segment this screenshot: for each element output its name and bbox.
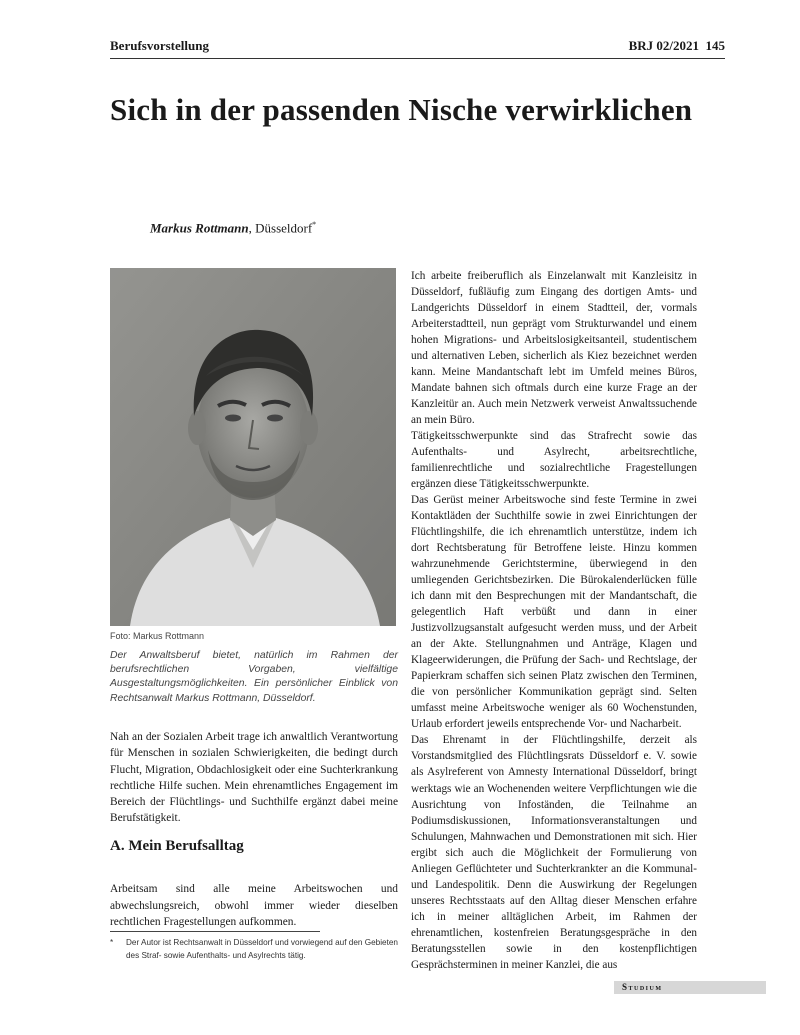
author-footnote-mark: *	[312, 220, 317, 229]
author-photo	[110, 268, 396, 626]
body-paragraph-3: Das Gerüst meiner Arbeitswoche sind feste Termine in zwei Kontaktläden der Suchthilfe sowie in zwei Einrichtungen der Flüchtlingshilfe, die ich ehrenamtlich unterstütze, indem ich dort Rechtsberatung für Betroffene leiste. Hinzu kommen wahrzunehmende Gerichtstermine, überwiegend in den umliegenden Gerichtsbezirken. Die Bürokalenderlücken fülle ich dann mit den Besprechungen mit der Mandantschaft, die gelegentlich Haft verbüßt und dann in einer Justizvollzugsanstalt aufgesucht werden muss, und der Arbeit an der Akte. Stellungnahmen und Anträge, Klagen und Klageerwiderungen, die Prüfung der Sach- und Rechtslage, der Papierkram schaffen sich seinen Platz zwischen den Terminen, die von persönlicher Kommunikation geprägt sind. Selten umfasst meine Arbeitswoche weniger als 60 Wochenstunden, Urlaub erfordert jeweils entsprechende Vor- und Nacharbeit.	[411, 494, 697, 731]
footer-label: Studium	[622, 982, 663, 992]
intro-paragraph	[110, 729, 398, 827]
article-title: Sich in der passenden Nische verwirklichen	[110, 92, 693, 127]
author-location: , Düsseldorf	[248, 220, 313, 236]
running-header-section: Berufsvorstellung	[110, 38, 209, 53]
body-paragraph-4: Das Ehrenamt in der Flüchtlingshilfe, derzeit als Vorstandsmitglied des Flüchtlingsrats Düsseldorf e. V. sowie als Asylreferent von Amnesty International Düsseldorf, bringt werktags wie an Wochenenden weitere Verpflichtungen wie die Ausrichtung von Infoständen, die Teilnahme an Podiumsdiskussionen, Informationsveranstaltungen und Schulungen, Mahnwachen und Demonstrationen mit sich. Hier ergibt sich auch die Möglichkeit der Formulierung von Anliegen Geflüchteter und Suchterkrankter an die Kommunal- und Landespolitik. Denn die Auswirkung der Regelungen unseres Rechtsstaats auf den Alltag dieser Menschen erfahre ich in meiner alltäglichen Arbeit, im Rahmen der ehrenamtlichen, kostenfreien Beratungsgespräche in den Beratungsstellen sowie in den kostenpflichtigen Gesprächsterminen in meiner Kanzlei, die aus	[411, 734, 697, 971]
footnote-mark: *	[110, 938, 114, 947]
page-number: 145	[705, 38, 725, 53]
section-a-text: Arbeitsam sind alle meine Arbeitswochen und abwechslungsreich, obwohl immer wieder dieselben rechtlichen Fragestellungen aufkommen.	[110, 883, 398, 928]
running-header-issue	[629, 38, 725, 54]
header-rule	[110, 58, 725, 59]
footnote-rule	[110, 931, 320, 932]
issue-label: BRJ 02/2021	[628, 38, 699, 53]
photo-credit: Foto: Markus Rottmann	[110, 631, 205, 641]
section-heading: A. Mein Berufsalltag	[110, 838, 244, 854]
right-column	[411, 268, 697, 973]
footnote	[110, 937, 398, 962]
author-photo-illustration	[110, 268, 396, 626]
footnote-text: Der Autor ist Rechtsanwalt in Düsseldorf und vorwiegend auf den Gebieten des Straf- sowie Aufenthalts- und Asylrechts tätig.	[126, 938, 398, 960]
body-paragraph-1: Ich arbeite freiberuflich als Einzelanwalt mit Kanzleisitz in Düsseldorf, fußläufig zum Eingang des dortigen Amts- und Landgerichts Düsseldorf in einem Stadtteil, der, vormals Arbeiterstadtteil, nun geprägt vom Strukturwandel und einem hohen Migrations- und Arbeitslosigkeitsanteil, studentischem und alternativen Leben, sicherlich als Kiez bezeichnet werden kann. Meine Mandantschaft lebt im Umfeld meines Büros, Mandate bahnen sich oftmals durch eine kurze Frage an der Kanzleitür an. Auch mein Netzwerk verweist Anwaltssuchende an mein Büro.	[411, 270, 697, 427]
body-paragraph-2: Tätigkeitsschwerpunkte sind das Strafrecht sowie das Aufenthalts- und Asylrecht, arbeitsrechtliche, familienrechtliche und sozialrechtliche Fragestellungen ergänzen diese Tätigkeitsschwerpunkte.	[411, 430, 697, 491]
author-name: Markus Rottmann	[150, 220, 249, 236]
photo-caption: Der Anwaltsberuf bietet, natürlich im Rahmen der berufsrechtlichen Vorgaben, vielfältige Ausgestaltungsmöglichkeiten. Ein persönlicher Einblick von Rechtsanwalt Markus Rottmann, Düsseldorf.	[110, 650, 398, 704]
intro-text: Nah an der Sozialen Arbeit trage ich anwaltlich Verantwortung für Menschen in sozialen Schwierigkeiten, die bedingt durch Flucht, Migration, Obdachlosigkeit oder eine Suchterkrankung rechtliche Hilfe suchen. Mein ehrenamtliches Engagement im Bereich der Flüchtlings- und Suchthilfe ergänzt dabei meine Berufstätigkeit.	[110, 731, 398, 825]
byline	[150, 220, 316, 236]
